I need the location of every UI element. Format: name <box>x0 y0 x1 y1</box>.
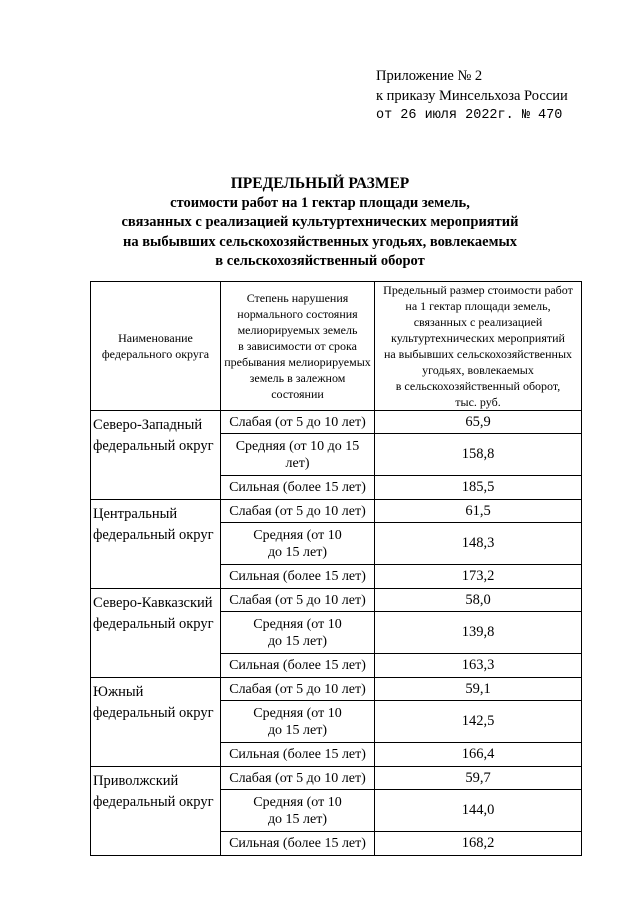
district-name-line: федеральный округ <box>93 527 214 543</box>
table-row <box>91 500 582 523</box>
cost-value-cell: 61,5 <box>375 500 582 523</box>
header-line: тыс. руб. <box>455 395 501 409</box>
header-line: Предельный размер стоимости работ <box>383 283 573 297</box>
header-line: угодьях, вовлекаемых <box>422 363 534 377</box>
header-line: пребывания мелиорируемых <box>224 355 371 369</box>
cost-value-cell: 148,3 <box>375 523 582 565</box>
degree-cell <box>221 523 375 565</box>
degree-line: Слабая (от 5 до 10 лет) <box>229 503 366 519</box>
title-line-3: связанных с реализацией культуртехнических мероприятий <box>121 214 519 230</box>
degree-line: Слабая (от 5 до 10 лет) <box>229 681 366 697</box>
degree-line: Сильная (более 15 лет) <box>229 836 366 851</box>
cost-value-cell: 173,2 <box>375 565 582 589</box>
district-name-line: Северо-Западный <box>93 417 203 433</box>
degree-line: до 15 лет) <box>267 811 328 827</box>
degree-line: до 15 лет) <box>267 633 328 649</box>
district-name-cell <box>91 411 221 500</box>
degree-line: Слабая (от 5 до 10 лет) <box>229 592 366 608</box>
cost-value-cell: 166,4 <box>375 743 582 767</box>
degree-cell <box>221 832 375 856</box>
cost-value-cell: 59,1 <box>375 678 582 701</box>
degree-cell <box>221 678 375 701</box>
table-row <box>91 411 582 434</box>
degree-line: Средняя (от 10 до 15 <box>235 438 360 454</box>
degree-cell <box>221 767 375 790</box>
degree-cell <box>221 743 375 767</box>
annex-reference <box>376 66 568 126</box>
cost-value-cell: 59,7 <box>375 767 582 790</box>
district-name-cell <box>91 767 221 856</box>
header-line: Степень нарушения <box>246 291 349 305</box>
header-degree <box>221 282 375 411</box>
header-line: в зависимости от срока <box>238 339 357 353</box>
title-line-5: в сельскохозяйственный оборот <box>215 253 425 269</box>
header-line: на выбывших сельскохозяйственных <box>383 347 573 361</box>
degree-line: Слабая (от 5 до 10 лет) <box>229 770 366 786</box>
degree-cell <box>221 476 375 500</box>
degree-line: лет) <box>285 455 310 471</box>
degree-cell <box>221 701 375 743</box>
degree-line: Средняя (от 10 <box>253 794 342 810</box>
district-name-cell <box>91 589 221 678</box>
annex-date: от 26 июля 2022г. № 470 <box>376 108 563 123</box>
district-name-line: Приволжский <box>93 773 179 789</box>
header-line: мелиорируемых земель <box>237 323 358 337</box>
degree-line: Сильная (более 15 лет) <box>229 747 366 762</box>
degree-line: Средняя (от 10 <box>253 527 342 543</box>
cost-value-cell: 58,0 <box>375 589 582 612</box>
cost-value-cell: 65,9 <box>375 411 582 434</box>
degree-cell <box>221 654 375 678</box>
title-line-4: на выбывших сельскохозяйственных угодьях, вовлекаемых <box>122 233 518 250</box>
district-name-line: федеральный округ <box>93 705 214 721</box>
cost-value-cell: 144,0 <box>375 790 582 832</box>
title-line-2: стоимости работ на 1 гектар площади земель, <box>170 194 470 211</box>
district-name-cell <box>91 678 221 767</box>
degree-cell <box>221 565 375 589</box>
district-name-cell <box>91 500 221 589</box>
header-line: земель в залежном <box>249 371 346 385</box>
header-line: связанных с реализацией <box>413 315 543 329</box>
cost-value-cell: 158,8 <box>375 434 582 476</box>
header-district <box>91 282 221 411</box>
degree-line: до 15 лет) <box>267 544 328 560</box>
degree-cell <box>221 612 375 654</box>
header-line: в сельскохозяйственный оборот, <box>395 379 561 393</box>
degree-line: Сильная (более 15 лет) <box>229 658 366 673</box>
degree-cell <box>221 500 375 523</box>
header-line: состоянии <box>271 387 324 401</box>
district-name-line: федеральный округ <box>93 438 214 454</box>
district-name-line: федеральный округ <box>93 616 214 632</box>
table-row <box>91 589 582 612</box>
degree-cell <box>221 411 375 434</box>
header-line: федерального округа <box>101 347 210 361</box>
degree-line: Средняя (от 10 <box>253 705 342 721</box>
table-row <box>91 767 582 790</box>
cost-value-cell: 142,5 <box>375 701 582 743</box>
degree-line: Сильная (более 15 лет) <box>229 569 366 584</box>
district-name-line: федеральный округ <box>93 794 214 810</box>
header-line: нормального состояния <box>237 307 358 321</box>
header-line: Наименование <box>118 331 193 345</box>
district-name-line: Центральный <box>93 506 178 522</box>
degree-cell <box>221 790 375 832</box>
degree-line: Средняя (от 10 <box>253 616 342 632</box>
cost-table <box>90 281 582 856</box>
annex-number: Приложение № 2 <box>376 68 483 84</box>
header-line: на 1 гектар площади земель, <box>405 299 551 313</box>
title-heading: ПРЕДЕЛЬНЫЙ РАЗМЕР <box>230 175 410 192</box>
district-name-line: Южный <box>93 684 144 700</box>
table-row <box>91 678 582 701</box>
cost-value-cell: 139,8 <box>375 612 582 654</box>
document-title <box>0 174 640 272</box>
degree-cell <box>221 589 375 612</box>
cost-value-cell: 163,3 <box>375 654 582 678</box>
table-header-row <box>91 282 582 411</box>
cost-table-body <box>91 282 582 856</box>
cost-value-cell: 168,2 <box>375 832 582 856</box>
degree-line: Сильная (более 15 лет) <box>229 480 366 495</box>
degree-cell <box>221 434 375 476</box>
degree-line: Слабая (от 5 до 10 лет) <box>229 414 366 430</box>
degree-line: до 15 лет) <box>267 722 328 738</box>
header-cost <box>375 282 582 411</box>
header-line: культуртехнических мероприятий <box>391 331 565 345</box>
cost-value-cell: 185,5 <box>375 476 582 500</box>
annex-order: к приказу Минсельхоза России <box>376 88 568 104</box>
district-name-line: Северо-Кавказский <box>93 595 213 611</box>
